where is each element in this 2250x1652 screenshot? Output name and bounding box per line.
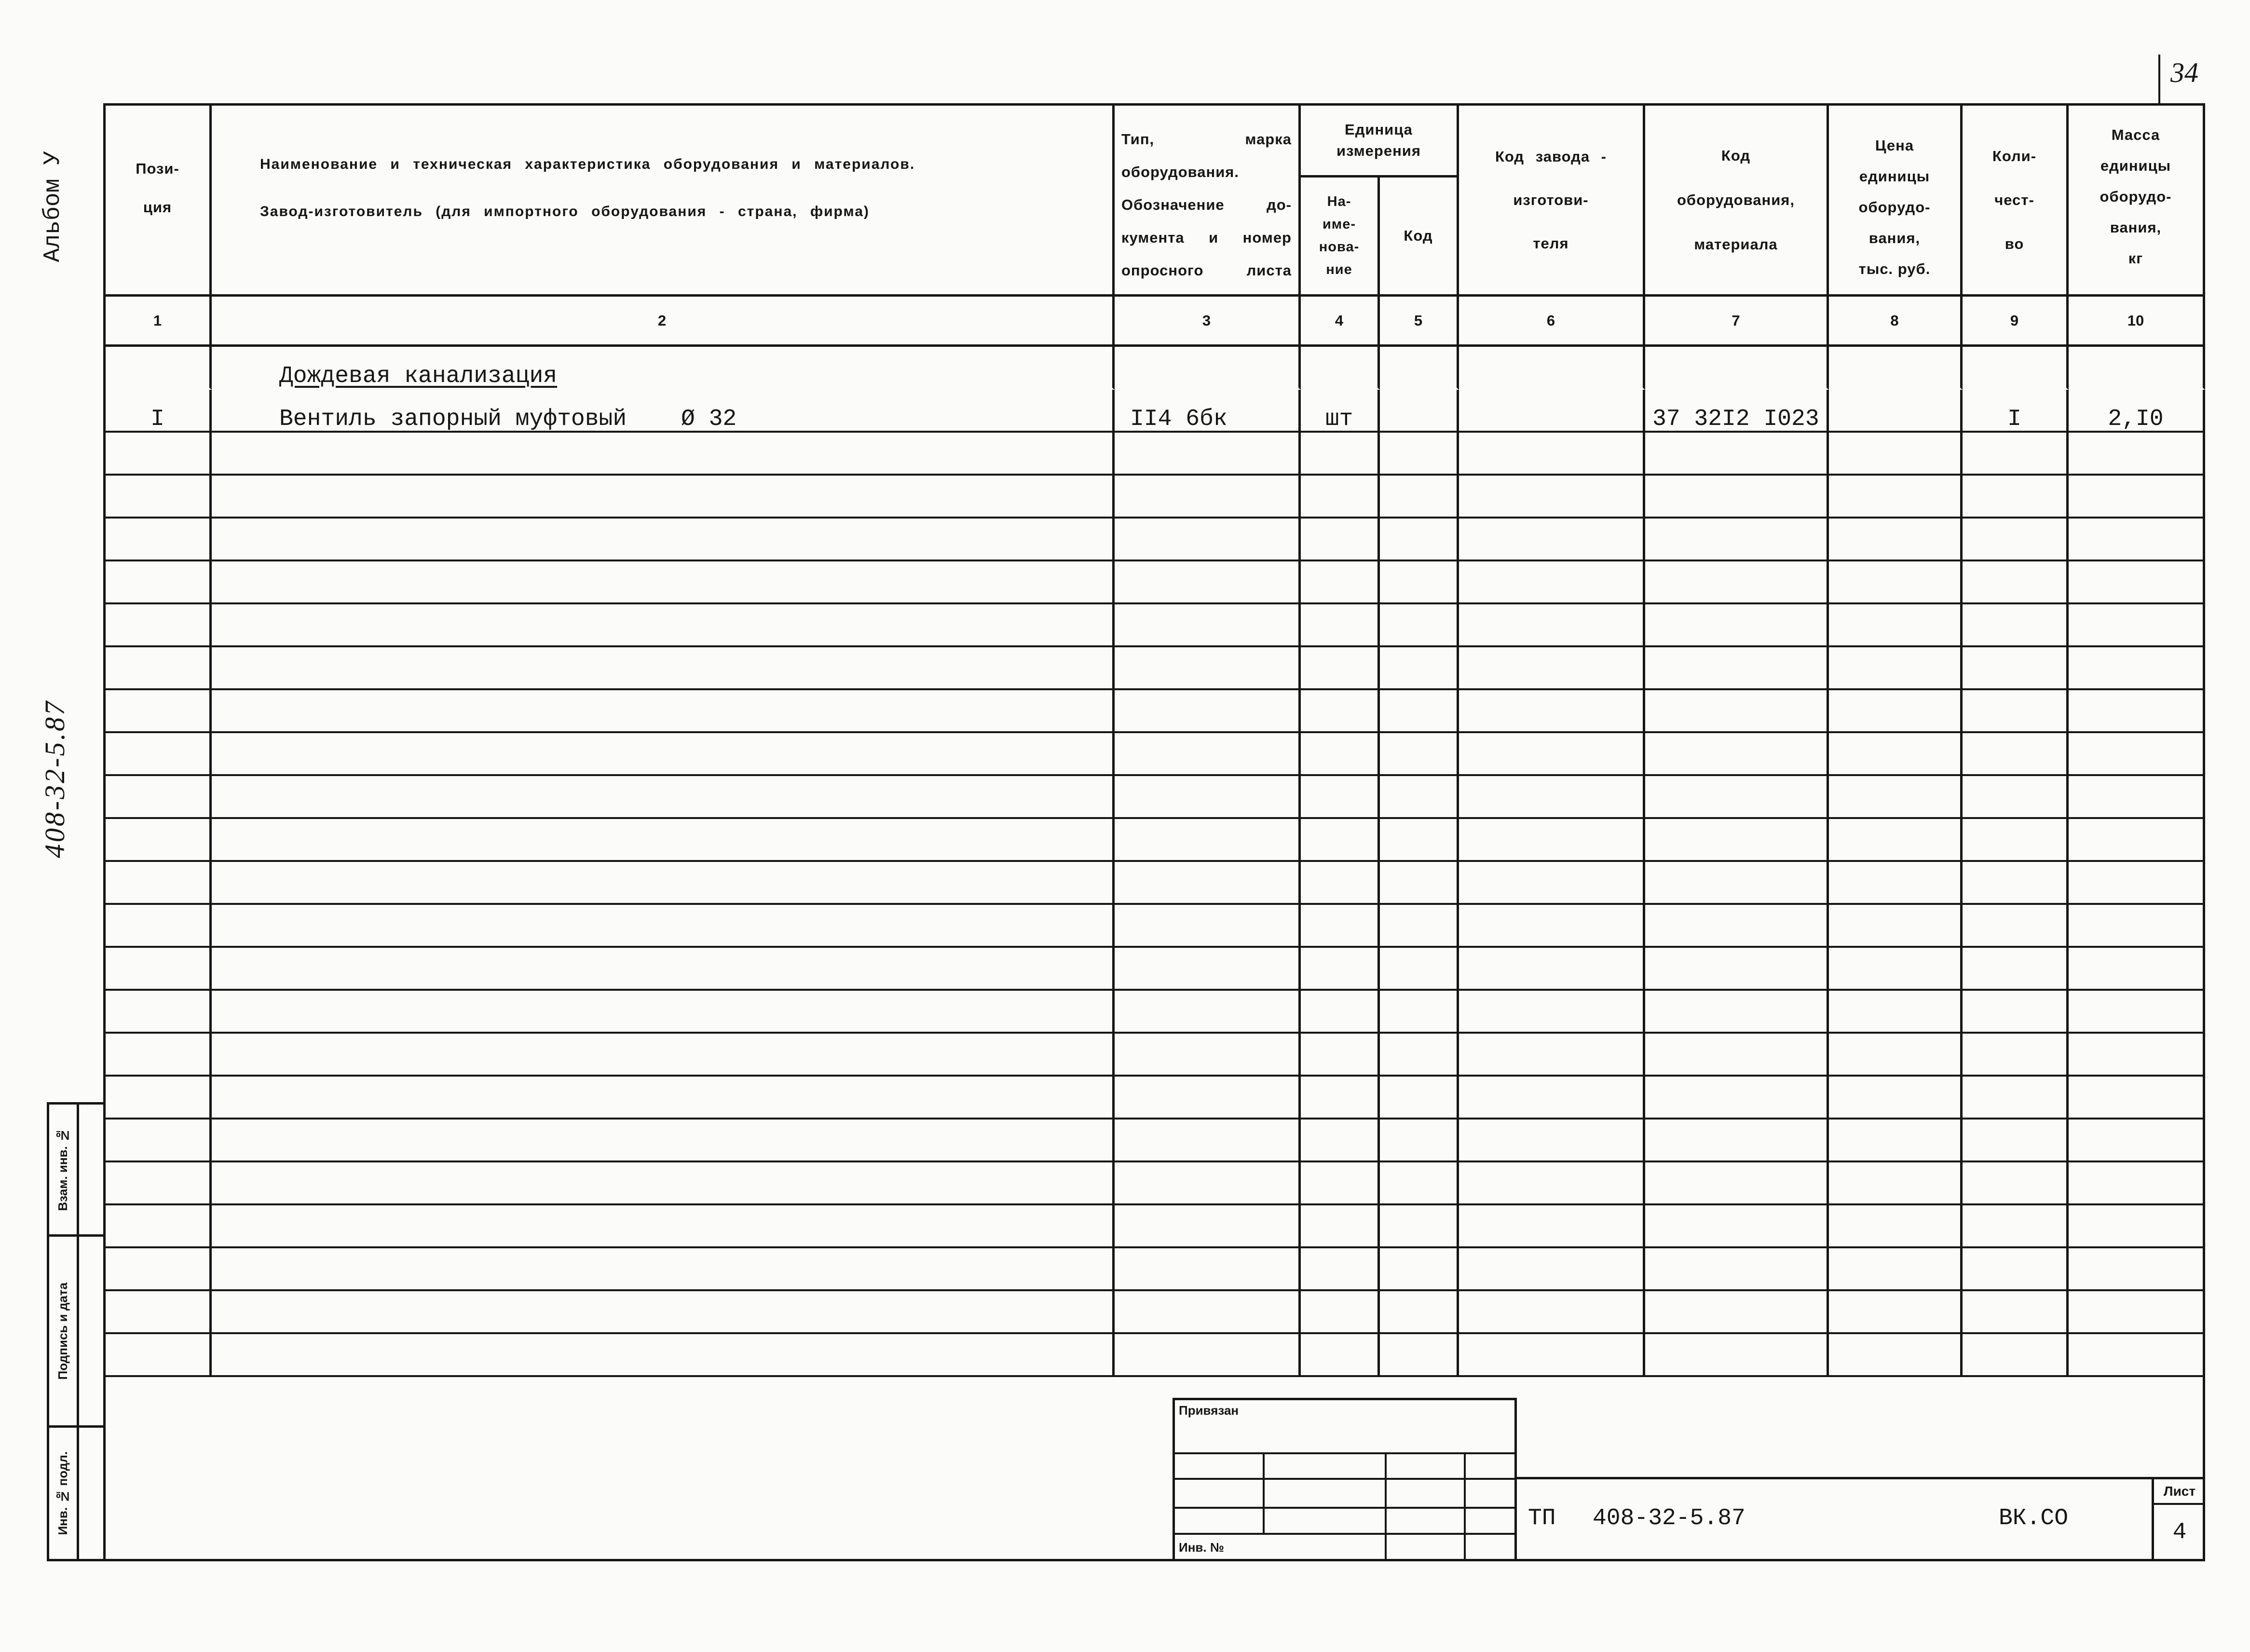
- cell-unit-price: [1829, 647, 1963, 690]
- cell-unit-code: [1380, 1077, 1459, 1120]
- cell-unit-price: [1829, 347, 1963, 390]
- cell-name: [212, 519, 1115, 561]
- sheet-label: Лист: [2163, 1484, 2196, 1499]
- cell-manufacturer-code: [1459, 733, 1645, 776]
- cell-equipment-code: [1645, 776, 1829, 819]
- cell-unit-code: [1380, 948, 1459, 991]
- unit-mass-value: 2,I0: [2108, 406, 2164, 432]
- header-unit: Единица измерения: [1301, 106, 1459, 177]
- header-manufacturer-code: Код завода - изготови- теля: [1459, 106, 1645, 297]
- document-mark: ВК.СО: [1999, 1505, 2069, 1531]
- cell-unit-code: [1380, 519, 1459, 561]
- cell-type-mark: [1115, 347, 1301, 390]
- column-number: 10: [2069, 297, 2205, 347]
- signature-date-label-cell: [49, 1237, 79, 1428]
- original-inv-label: Инв. № подл.: [55, 1451, 70, 1535]
- cell-unit-name: [1301, 1248, 1380, 1291]
- cell-position: [106, 347, 212, 390]
- cell-position: [106, 561, 212, 604]
- cell-unit-code: [1380, 733, 1459, 776]
- cell-type-mark: [1115, 476, 1301, 519]
- cell-quantity: [1963, 819, 2069, 862]
- cell-unit-name: [1301, 862, 1380, 905]
- cell-position: [106, 390, 212, 433]
- cell-unit-name: [1301, 561, 1380, 604]
- cell-type-mark: [1115, 819, 1301, 862]
- cell-name: [212, 1334, 1115, 1377]
- cell-quantity: [1963, 647, 2069, 690]
- cell-type-mark: [1115, 604, 1301, 647]
- cell-unit-mass: [2069, 604, 2205, 647]
- cell-manufacturer-code: [1459, 561, 1645, 604]
- cell-quantity: [1963, 948, 2069, 991]
- attachment-stamp: [1173, 1398, 1517, 1561]
- cell-quantity: [1963, 1077, 2069, 1120]
- cell-position: [106, 1291, 212, 1334]
- cell-quantity: [1963, 347, 2069, 390]
- cell-unit-price: [1829, 1334, 1963, 1377]
- cell-equipment-code: [1645, 1120, 1829, 1162]
- column-number: 8: [1829, 297, 1963, 347]
- cell-unit-mass: [2069, 1162, 2205, 1205]
- signature-date-label: Подпись и дата: [55, 1282, 70, 1380]
- cell-name: [212, 561, 1115, 604]
- cell-quantity: [1963, 1120, 2069, 1162]
- original-inv-label-cell: [49, 1428, 79, 1561]
- cell-unit-price: [1829, 1120, 1963, 1162]
- cell-unit-price: [1829, 862, 1963, 905]
- cell-type-mark: [1115, 862, 1301, 905]
- cell-unit-price: [1829, 733, 1963, 776]
- cell-type-mark: [1115, 433, 1301, 476]
- cell-name: [212, 991, 1115, 1034]
- cell-quantity: [1963, 690, 2069, 733]
- cell-manufacturer-code: [1459, 905, 1645, 948]
- cell-unit-mass: [2069, 647, 2205, 690]
- cell-type-mark: [1115, 1205, 1301, 1248]
- cell-position: [106, 948, 212, 991]
- signature-date-value-cell: [79, 1237, 106, 1428]
- cell-manufacturer-code: [1459, 1334, 1645, 1377]
- cell-position: [106, 1162, 212, 1205]
- cell-unit-price: [1829, 604, 1963, 647]
- cell-unit-name: [1301, 647, 1380, 690]
- column-number: 6: [1459, 297, 1645, 347]
- cell-type-mark: [1115, 991, 1301, 1034]
- cell-unit-code: [1380, 819, 1459, 862]
- cell-name: [212, 948, 1115, 991]
- cell-unit-code: [1380, 991, 1459, 1034]
- cell-unit-mass: [2069, 733, 2205, 776]
- stamp-rule: [1464, 1452, 1466, 1561]
- cell-unit-code: [1380, 347, 1459, 390]
- cell-unit-price: [1829, 390, 1963, 433]
- cell-equipment-code: [1645, 690, 1829, 733]
- cell-unit-code: [1380, 776, 1459, 819]
- cell-manufacturer-code: [1459, 604, 1645, 647]
- side-stamp: [47, 1102, 106, 1561]
- cell-unit-price: [1829, 433, 1963, 476]
- cell-equipment-code: [1645, 1334, 1829, 1377]
- cell-unit-price: [1829, 519, 1963, 561]
- cell-position: [106, 604, 212, 647]
- cell-equipment-code: [1645, 905, 1829, 948]
- cell-type-mark: [1115, 561, 1301, 604]
- cell-unit-code: [1380, 476, 1459, 519]
- cell-unit-name: [1301, 733, 1380, 776]
- cell-unit-mass: [2069, 819, 2205, 862]
- header-unit-mass: Масса единицы оборудо- вания, кг: [2069, 106, 2205, 297]
- cell-unit-name: [1301, 776, 1380, 819]
- column-number: 5: [1380, 297, 1459, 347]
- cell-unit-code: [1380, 862, 1459, 905]
- cell-name: [212, 476, 1115, 519]
- cell-position: [106, 1248, 212, 1291]
- header-equipment-code: Код оборудования, материала: [1645, 106, 1829, 297]
- cell-type-mark: [1115, 1162, 1301, 1205]
- cell-type-mark: [1115, 647, 1301, 690]
- cell-equipment-code: [1645, 476, 1829, 519]
- cell-unit-name: [1301, 1077, 1380, 1120]
- cell-type-mark: [1115, 733, 1301, 776]
- column-number: 2: [212, 297, 1115, 347]
- section-title: Дождевая канализация: [279, 363, 558, 389]
- cell-unit-mass: [2069, 690, 2205, 733]
- cell-unit-mass: [2069, 347, 2205, 390]
- name-value: Вентиль запорный муфтовый: [279, 406, 627, 432]
- cell-equipment-code: [1645, 433, 1829, 476]
- cell-unit-name: [1301, 819, 1380, 862]
- cell-equipment-code: [1645, 1248, 1829, 1291]
- cell-quantity: [1963, 776, 2069, 819]
- cell-unit-price: [1829, 1034, 1963, 1077]
- cell-position: [106, 476, 212, 519]
- cell-name: [212, 1248, 1115, 1291]
- cell-unit-code: [1380, 1162, 1459, 1205]
- cell-unit-price: [1829, 1291, 1963, 1334]
- header-name: Наименование и техническая характеристика оборудования и материалов. Завод-изготовитель (для импортного оборудования - страна, фирма): [212, 106, 1115, 297]
- cell-quantity: [1963, 433, 2069, 476]
- cell-manufacturer-code: [1459, 647, 1645, 690]
- cell-name: [212, 819, 1115, 862]
- cell-equipment-code: [1645, 1162, 1829, 1205]
- cell-unit-price: [1829, 776, 1963, 819]
- cell-name: [212, 1205, 1115, 1248]
- cell-position: [106, 1120, 212, 1162]
- cell-position: [106, 1334, 212, 1377]
- replaced-inv-label: Взам. инв. №: [55, 1128, 70, 1211]
- cell-manufacturer-code: [1459, 1120, 1645, 1162]
- cell-name: [212, 347, 1115, 390]
- column-number: 4: [1301, 297, 1380, 347]
- title-block-rule: [1517, 1477, 2205, 1479]
- sheet-frame-bottom: [103, 1375, 2205, 1561]
- cell-type-mark: [1115, 1034, 1301, 1077]
- cell-unit-code: [1380, 690, 1459, 733]
- cell-unit-name: [1301, 1291, 1380, 1334]
- header-unit-price: Цена единицы оборудо- вания, тыс. руб.: [1829, 106, 1963, 297]
- cell-unit-name: [1301, 1334, 1380, 1377]
- cell-type-mark: [1115, 948, 1301, 991]
- cell-unit-code: [1380, 1291, 1459, 1334]
- cell-unit-mass: [2069, 1034, 2205, 1077]
- cell-position: [106, 433, 212, 476]
- cell-unit-name: [1301, 433, 1380, 476]
- cell-type-mark: [1115, 905, 1301, 948]
- cell-position: [106, 1077, 212, 1120]
- original-inv-value-cell: [79, 1428, 106, 1561]
- cell-name: [212, 1291, 1115, 1334]
- cell-unit-mass: [2069, 1334, 2205, 1377]
- cell-type-mark: [1115, 1077, 1301, 1120]
- cell-manufacturer-code: [1459, 347, 1645, 390]
- cell-manufacturer-code: [1459, 1162, 1645, 1205]
- cell-unit-mass: [2069, 1248, 2205, 1291]
- cell-position: [106, 862, 212, 905]
- cell-unit-name: [1301, 390, 1380, 433]
- cell-unit-mass: [2069, 476, 2205, 519]
- cell-type-mark: [1115, 690, 1301, 733]
- cell-position: [106, 519, 212, 561]
- cell-unit-name: [1301, 476, 1380, 519]
- cell-unit-price: [1829, 905, 1963, 948]
- cell-manufacturer-code: [1459, 390, 1645, 433]
- cell-unit-code: [1380, 1034, 1459, 1077]
- cell-name: [212, 1162, 1115, 1205]
- cell-position: [106, 991, 212, 1034]
- cell-unit-code: [1380, 604, 1459, 647]
- cell-position: [106, 1034, 212, 1077]
- sheet-number: 4: [2172, 1519, 2187, 1545]
- document-number: 408-32-5.87: [1593, 1505, 1745, 1531]
- cell-manufacturer-code: [1459, 519, 1645, 561]
- cell-unit-price: [1829, 561, 1963, 604]
- equipment-code-value: 37 32I2 I023: [1652, 406, 1819, 432]
- cell-unit-name: [1301, 604, 1380, 647]
- inv-label: Инв. №: [1179, 1540, 1224, 1555]
- cell-quantity: [1963, 476, 2069, 519]
- cell-manufacturer-code: [1459, 819, 1645, 862]
- cell-position: [106, 905, 212, 948]
- cell-unit-code: [1380, 390, 1459, 433]
- cell-type-mark: [1115, 1120, 1301, 1162]
- replaced-inv-label-cell: [49, 1105, 79, 1237]
- cell-equipment-code: [1645, 1077, 1829, 1120]
- document-series: ТП: [1528, 1505, 1556, 1531]
- sheet-box-rule: [2152, 1503, 2205, 1505]
- cell-name: [212, 433, 1115, 476]
- cell-unit-code: [1380, 905, 1459, 948]
- sheet-corner-number: 34: [2170, 57, 2198, 88]
- cell-unit-price: [1829, 690, 1963, 733]
- header-type-mark: Тип, марка оборудования. Обозначение до- кумента и номер опросного листа: [1115, 106, 1301, 297]
- cell-unit-mass: [2069, 991, 2205, 1034]
- cell-equipment-code: [1645, 390, 1829, 433]
- cell-unit-mass: [2069, 561, 2205, 604]
- cell-unit-price: [1829, 476, 1963, 519]
- stamp-rule: [1263, 1452, 1265, 1533]
- cell-type-mark: [1115, 390, 1301, 433]
- cell-unit-name: [1301, 1034, 1380, 1077]
- cell-unit-price: [1829, 1077, 1963, 1120]
- header-unit-code: Код: [1380, 177, 1459, 297]
- cell-name: [212, 862, 1115, 905]
- cell-unit-mass: [2069, 1291, 2205, 1334]
- cell-name: [212, 647, 1115, 690]
- cell-position: [106, 647, 212, 690]
- column-number: 7: [1645, 297, 1829, 347]
- specification-table: [103, 103, 2205, 1377]
- cell-manufacturer-code: [1459, 433, 1645, 476]
- cell-unit-mass: [2069, 905, 2205, 948]
- cell-manufacturer-code: [1459, 1248, 1645, 1291]
- cell-unit-name: [1301, 991, 1380, 1034]
- cell-type-mark: [1115, 776, 1301, 819]
- cell-position: [106, 819, 212, 862]
- cell-quantity: [1963, 1291, 2069, 1334]
- cell-unit-code: [1380, 1120, 1459, 1162]
- header-unit-name: На- име- нова- ние: [1301, 177, 1380, 297]
- cell-quantity: [1963, 733, 2069, 776]
- cell-unit-mass: [2069, 948, 2205, 991]
- cell-quantity: [1963, 1334, 2069, 1377]
- cell-position: [106, 733, 212, 776]
- quantity-value: I: [2007, 406, 2021, 432]
- cell-unit-code: [1380, 433, 1459, 476]
- cell-unit-name: [1301, 1205, 1380, 1248]
- cell-unit-mass: [2069, 519, 2205, 561]
- cell-quantity: [1963, 519, 2069, 561]
- header-position: Пози- ция: [106, 106, 212, 297]
- cell-equipment-code: [1645, 1291, 1829, 1334]
- cell-equipment-code: [1645, 991, 1829, 1034]
- cell-quantity: [1963, 905, 2069, 948]
- cell-name: [212, 390, 1115, 433]
- corner-number-divider: [2158, 55, 2160, 103]
- cell-unit-name: [1301, 1162, 1380, 1205]
- cell-unit-mass: [2069, 390, 2205, 433]
- type-mark-value: II4 6бк: [1130, 406, 1227, 432]
- cell-quantity: [1963, 604, 2069, 647]
- stamp-rule: [1385, 1452, 1387, 1561]
- cell-unit-code: [1380, 1334, 1459, 1377]
- handwritten-project-code: 408-32-5.87: [39, 699, 70, 859]
- cell-equipment-code: [1645, 604, 1829, 647]
- cell-unit-mass: [2069, 433, 2205, 476]
- cell-unit-mass: [2069, 1205, 2205, 1248]
- cell-type-mark: [1115, 1334, 1301, 1377]
- cell-quantity: [1963, 1034, 2069, 1077]
- album-label: Альбом У: [40, 151, 66, 262]
- cell-type-mark: [1115, 1291, 1301, 1334]
- cell-quantity: [1963, 1205, 2069, 1248]
- cell-unit-price: [1829, 948, 1963, 991]
- cell-manufacturer-code: [1459, 690, 1645, 733]
- column-number: 1: [106, 297, 212, 347]
- cell-unit-mass: [2069, 1077, 2205, 1120]
- cell-unit-code: [1380, 647, 1459, 690]
- cell-unit-name: [1301, 519, 1380, 561]
- cell-manufacturer-code: [1459, 991, 1645, 1034]
- cell-manufacturer-code: [1459, 862, 1645, 905]
- column-number: 9: [1963, 297, 2069, 347]
- cell-unit-price: [1829, 991, 1963, 1034]
- cell-equipment-code: [1645, 819, 1829, 862]
- attached-label: Привязан: [1179, 1403, 1239, 1418]
- cell-manufacturer-code: [1459, 1205, 1645, 1248]
- cell-quantity: [1963, 991, 2069, 1034]
- cell-manufacturer-code: [1459, 1077, 1645, 1120]
- cell-equipment-code: [1645, 519, 1829, 561]
- position-value: I: [150, 406, 164, 432]
- diameter-value: Ø 32: [681, 406, 737, 432]
- cell-name: [212, 1034, 1115, 1077]
- cell-unit-mass: [2069, 862, 2205, 905]
- cell-quantity: [1963, 862, 2069, 905]
- cell-unit-price: [1829, 819, 1963, 862]
- cell-manufacturer-code: [1459, 776, 1645, 819]
- cell-unit-price: [1829, 1205, 1963, 1248]
- cell-name: [212, 733, 1115, 776]
- cell-unit-name: [1301, 905, 1380, 948]
- cell-name: [212, 690, 1115, 733]
- cell-manufacturer-code: [1459, 1034, 1645, 1077]
- cell-position: [106, 776, 212, 819]
- column-number: 3: [1115, 297, 1301, 347]
- cell-equipment-code: [1645, 1034, 1829, 1077]
- cell-manufacturer-code: [1459, 948, 1645, 991]
- cell-equipment-code: [1645, 948, 1829, 991]
- cell-unit-price: [1829, 1248, 1963, 1291]
- cell-manufacturer-code: [1459, 1291, 1645, 1334]
- cell-quantity: [1963, 1248, 2069, 1291]
- cell-equipment-code: [1645, 647, 1829, 690]
- cell-manufacturer-code: [1459, 476, 1645, 519]
- cell-equipment-code: [1645, 1205, 1829, 1248]
- cell-name: [212, 905, 1115, 948]
- cell-quantity: [1963, 1162, 2069, 1205]
- cell-position: [106, 690, 212, 733]
- header-quantity: Коли- чест- во: [1963, 106, 2069, 297]
- cell-unit-code: [1380, 1248, 1459, 1291]
- cell-unit-code: [1380, 561, 1459, 604]
- cell-quantity: [1963, 390, 2069, 433]
- cell-equipment-code: [1645, 862, 1829, 905]
- cell-quantity: [1963, 561, 2069, 604]
- cell-unit-mass: [2069, 1120, 2205, 1162]
- cell-equipment-code: [1645, 347, 1829, 390]
- cell-unit-mass: [2069, 776, 2205, 819]
- cell-equipment-code: [1645, 733, 1829, 776]
- replaced-inv-value-cell: [79, 1105, 106, 1237]
- cell-unit-name: [1301, 948, 1380, 991]
- cell-type-mark: [1115, 519, 1301, 561]
- cell-name: [212, 1120, 1115, 1162]
- cell-unit-name: [1301, 347, 1380, 390]
- cell-unit-price: [1829, 1162, 1963, 1205]
- cell-unit-name: [1301, 1120, 1380, 1162]
- cell-position: [106, 1205, 212, 1248]
- cell-name: [212, 776, 1115, 819]
- cell-name: [212, 1077, 1115, 1120]
- cell-type-mark: [1115, 1248, 1301, 1291]
- cell-equipment-code: [1645, 561, 1829, 604]
- unit-name-value: шт: [1325, 406, 1353, 432]
- cell-unit-name: [1301, 690, 1380, 733]
- cell-unit-code: [1380, 1205, 1459, 1248]
- cell-name: [212, 604, 1115, 647]
